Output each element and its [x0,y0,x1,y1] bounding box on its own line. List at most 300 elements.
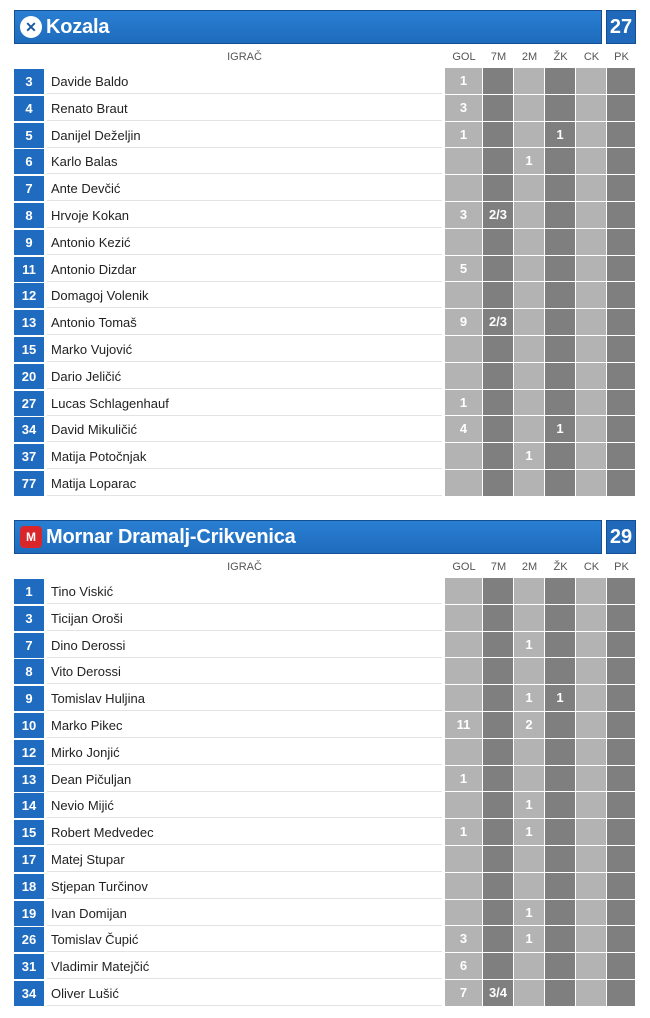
stat-gol: 7 [445,980,483,1007]
player-row [14,470,636,497]
stat-m2 [514,390,545,417]
stat-pk [607,632,636,659]
stat-zk [545,175,576,202]
stat-m7: 2/3 [483,309,514,336]
player-number: 10 [14,713,44,738]
column-header-zk[interactable]: ŽK [553,51,568,63]
stat-pk [607,68,636,95]
stat-gol: 1 [445,819,483,846]
stat-ck [576,819,607,846]
stat-ck [576,578,607,605]
player-number: 9 [14,230,44,255]
stat-zk [545,229,576,256]
player-name[interactable]: Oliver Lušić [47,981,442,1006]
player-name[interactable]: Vito Derossi [47,659,442,684]
player-row [14,416,636,443]
stat-ck [576,363,607,390]
column-header-m2[interactable]: 2M [521,51,538,63]
stat-gol: 3 [445,202,483,229]
team-header [14,520,636,554]
stat-m2 [514,363,545,390]
stat-pk [607,256,636,283]
stat-gol [445,470,483,497]
stat-zk: 1 [545,416,576,443]
player-row [14,390,636,417]
stat-zk [545,605,576,632]
column-headers [14,46,636,68]
player-row [14,926,636,953]
player-name[interactable]: Karlo Balas [47,149,442,174]
player-number: 5 [14,123,44,148]
stat-zk [545,443,576,470]
stat-ck [576,873,607,900]
player-row [14,980,636,1007]
stat-pk [607,122,636,149]
stat-zk [545,390,576,417]
player-number: 13 [14,767,44,792]
player-number: 1 [14,579,44,604]
stat-zk: 1 [545,122,576,149]
stat-pk [607,900,636,927]
stat-zk [545,846,576,873]
stat-m7 [483,175,514,202]
player-number: 14 [14,793,44,818]
player-row [14,605,636,632]
player-row [14,122,636,149]
player-row [14,792,636,819]
stat-m2: 1 [514,819,545,846]
stat-ck [576,846,607,873]
stat-m2 [514,873,545,900]
stat-pk [607,416,636,443]
stat-m2 [514,256,545,283]
stat-pk [607,766,636,793]
stat-m7 [483,256,514,283]
player-row [14,256,636,283]
column-headers [14,556,636,578]
stat-gol [445,605,483,632]
player-row [14,175,636,202]
player-number: 17 [14,847,44,872]
stat-m7 [483,122,514,149]
player-number: 77 [14,471,44,496]
stat-m2 [514,739,545,766]
stat-gol: 1 [445,390,483,417]
stat-pk [607,873,636,900]
player-number: 11 [14,257,44,282]
stat-m7 [483,632,514,659]
player-row [14,578,636,605]
stat-pk [607,792,636,819]
player-name[interactable]: Matija Potočnjak [47,444,442,469]
column-header-pk[interactable]: PK [614,561,629,573]
stat-zk [545,658,576,685]
stat-zk [545,873,576,900]
player-name[interactable]: Dino Derossi [47,633,442,658]
player-row [14,953,636,980]
player-name[interactable]: Tomislav Čupić [47,927,442,952]
player-row [14,443,636,470]
player-name[interactable]: Antonio Dizdar [47,257,442,282]
stat-m2 [514,470,545,497]
player-name[interactable]: Nevio Mijić [47,793,442,818]
stat-gol [445,336,483,363]
stat-ck [576,900,607,927]
stat-m7 [483,148,514,175]
stat-ck [576,926,607,953]
player-name[interactable]: Renato Braut [47,96,442,121]
stat-zk [545,309,576,336]
player-row [14,282,636,309]
stat-ck [576,980,607,1007]
stat-m7 [483,416,514,443]
stat-m2: 2 [514,712,545,739]
stat-pk [607,578,636,605]
stat-zk [545,766,576,793]
player-name[interactable]: Matej Stupar [47,847,442,872]
stat-m2: 1 [514,443,545,470]
column-header-player[interactable]: IGRAČ [227,51,262,63]
column-header-pk[interactable]: PK [614,51,629,63]
stat-m7 [483,846,514,873]
player-row [14,900,636,927]
stat-m2 [514,122,545,149]
team-score: 27 [606,10,636,44]
stat-pk [607,282,636,309]
stat-pk [607,685,636,712]
stat-gol [445,846,483,873]
player-row [14,68,636,95]
stat-pk [607,336,636,363]
stat-ck [576,390,607,417]
stat-m7 [483,953,514,980]
stat-gol [445,578,483,605]
stat-m2 [514,846,545,873]
stat-ck [576,712,607,739]
stat-m2 [514,202,545,229]
player-row [14,739,636,766]
player-name[interactable]: Dean Pičuljan [47,767,442,792]
stat-ck [576,632,607,659]
player-number: 8 [14,659,44,684]
stat-zk [545,470,576,497]
stat-ck [576,605,607,632]
player-number: 8 [14,203,44,228]
stat-zk [545,95,576,122]
player-name[interactable]: Davide Baldo [47,69,442,94]
stat-m7 [483,685,514,712]
player-name[interactable]: Tino Viskić [47,579,442,604]
player-name[interactable]: Dario Jeličić [47,364,442,389]
player-number: 7 [14,633,44,658]
player-number: 13 [14,310,44,335]
player-row [14,148,636,175]
stat-m7 [483,605,514,632]
column-header-zk[interactable]: ŽK [553,561,568,573]
stat-pk [607,229,636,256]
stat-ck [576,256,607,283]
stat-m2: 1 [514,685,545,712]
stat-gol [445,443,483,470]
player-number: 31 [14,954,44,979]
player-number: 15 [14,820,44,845]
stat-pk [607,202,636,229]
stat-pk [607,605,636,632]
stat-ck [576,739,607,766]
player-name[interactable]: Domagoj Volenik [47,283,442,308]
stat-zk [545,578,576,605]
stat-m7 [483,792,514,819]
stat-gol [445,739,483,766]
stat-m7 [483,739,514,766]
player-number: 18 [14,874,44,899]
stat-ck [576,766,607,793]
stat-zk [545,739,576,766]
stat-gol: 1 [445,766,483,793]
player-row [14,846,636,873]
player-name[interactable]: Marko Vujović [47,337,442,362]
stat-ck [576,175,607,202]
stat-zk [545,336,576,363]
player-number: 6 [14,149,44,174]
stat-m7 [483,873,514,900]
stat-m2 [514,282,545,309]
team-name[interactable]: Kozala [46,16,110,38]
stat-zk [545,953,576,980]
stat-m7 [483,229,514,256]
stat-pk [607,390,636,417]
stat-ck [576,202,607,229]
team-logo-icon: M [20,526,42,548]
stat-zk [545,282,576,309]
player-number: 19 [14,901,44,926]
stat-ck [576,282,607,309]
stat-m7 [483,68,514,95]
stat-zk [545,632,576,659]
team-header [14,10,636,44]
stat-zk [545,712,576,739]
stat-gol [445,363,483,390]
stat-ck [576,309,607,336]
stat-zk: 1 [545,685,576,712]
team-table-away [14,520,636,1007]
stat-m2 [514,980,545,1007]
player-name[interactable]: Mirko Jonjić [47,740,442,765]
player-number: 20 [14,364,44,389]
stat-gol [445,175,483,202]
stat-gol: 3 [445,926,483,953]
stat-m2: 1 [514,900,545,927]
column-header-m2[interactable]: 2M [521,561,538,573]
stat-m2 [514,416,545,443]
stat-m7 [483,766,514,793]
stat-pk [607,658,636,685]
player-name[interactable]: Ivan Domijan [47,901,442,926]
player-name[interactable]: Vladimir Matejčić [47,954,442,979]
stat-gol [445,792,483,819]
column-header-player[interactable]: IGRAČ [227,561,262,573]
player-name[interactable]: Stjepan Turčinov [47,874,442,899]
stat-ck [576,416,607,443]
stat-zk [545,819,576,846]
stat-gol [445,685,483,712]
stat-m2 [514,175,545,202]
player-row [14,766,636,793]
stat-m7 [483,658,514,685]
player-row [14,632,636,659]
player-name[interactable]: Antonio Tomaš [47,310,442,335]
team-table-home [14,10,636,497]
player-number: 15 [14,337,44,362]
stat-m2 [514,766,545,793]
stat-m7 [483,390,514,417]
stat-gol [445,873,483,900]
stat-zk [545,792,576,819]
player-row [14,229,636,256]
player-row [14,712,636,739]
stat-gol: 6 [445,953,483,980]
player-number: 7 [14,176,44,201]
player-row [14,309,636,336]
stat-m2 [514,309,545,336]
stat-pk [607,309,636,336]
player-name[interactable]: Robert Medvedec [47,820,442,845]
player-row [14,819,636,846]
stat-pk [607,443,636,470]
stat-gol: 1 [445,68,483,95]
player-number: 12 [14,740,44,765]
stat-m7 [483,95,514,122]
stat-m2 [514,229,545,256]
column-header-gol[interactable]: GOL [452,51,476,63]
stat-pk [607,148,636,175]
stat-ck [576,229,607,256]
column-header-m7[interactable]: 7M [490,561,507,573]
stat-m7 [483,282,514,309]
stat-m7 [483,926,514,953]
stat-m7 [483,819,514,846]
stat-ck [576,122,607,149]
player-row [14,95,636,122]
stat-pk [607,739,636,766]
stat-m2: 1 [514,148,545,175]
stat-zk [545,363,576,390]
player-row [14,363,636,390]
player-name[interactable]: Lucas Schlagenhauf [47,391,442,416]
stat-ck [576,336,607,363]
stat-ck [576,68,607,95]
stat-gol [445,148,483,175]
player-name[interactable]: Tomislav Huljina [47,686,442,711]
team-score: 29 [606,520,636,554]
stat-gol [445,282,483,309]
stat-m7 [483,443,514,470]
stat-ck [576,443,607,470]
stat-m2: 1 [514,632,545,659]
stat-m7 [483,712,514,739]
stat-pk [607,363,636,390]
stat-gol [445,229,483,256]
stat-pk [607,980,636,1007]
stat-m2 [514,578,545,605]
stat-gol [445,632,483,659]
stat-pk [607,953,636,980]
stat-zk [545,980,576,1007]
stat-gol: 4 [445,416,483,443]
stat-m7 [483,578,514,605]
stat-gol: 1 [445,122,483,149]
team-name[interactable]: Mornar Dramalj-Crikvenica [46,526,296,548]
player-name[interactable]: Ticijan Oroši [47,606,442,631]
player-name[interactable]: Antonio Kezić [47,230,442,255]
stat-m2: 1 [514,792,545,819]
stat-zk [545,900,576,927]
player-row [14,202,636,229]
stat-zk [545,68,576,95]
stat-gol [445,658,483,685]
stat-m2: 1 [514,926,545,953]
stat-gol: 5 [445,256,483,283]
column-header-m7[interactable]: 7M [490,51,507,63]
stat-zk [545,148,576,175]
stat-pk [607,926,636,953]
stat-pk [607,712,636,739]
stat-m2 [514,68,545,95]
player-number: 3 [14,69,44,94]
stat-m7: 3/4 [483,980,514,1007]
stat-m2 [514,953,545,980]
stat-gol: 3 [445,95,483,122]
player-name[interactable]: Ante Devčić [47,176,442,201]
stat-zk [545,926,576,953]
stat-zk [545,202,576,229]
stat-m7 [483,363,514,390]
stat-m7 [483,900,514,927]
stat-m7 [483,470,514,497]
stat-ck [576,148,607,175]
team-logo-icon: ✕ [20,16,42,38]
stat-m2 [514,336,545,363]
stat-gol: 9 [445,309,483,336]
column-header-ck[interactable]: CK [583,51,600,63]
player-name[interactable]: Hrvoje Kokan [47,203,442,228]
player-number: 9 [14,686,44,711]
stat-m2 [514,658,545,685]
stat-m2 [514,605,545,632]
stat-pk [607,819,636,846]
player-row [14,685,636,712]
stat-m7: 2/3 [483,202,514,229]
player-name[interactable]: Danijel Deželjin [47,123,442,148]
player-name[interactable]: David Mikuličić [47,417,442,442]
player-name[interactable]: Matija Loparac [47,471,442,496]
player-number: 4 [14,96,44,121]
stat-ck [576,658,607,685]
stat-ck [576,953,607,980]
stat-ck [576,95,607,122]
stat-ck [576,792,607,819]
player-name[interactable]: Marko Pikec [47,713,442,738]
column-header-ck[interactable]: CK [583,561,600,573]
stat-gol: 11 [445,712,483,739]
player-number: 37 [14,444,44,469]
player-number: 3 [14,606,44,631]
player-number: 12 [14,283,44,308]
column-header-gol[interactable]: GOL [452,561,476,573]
stat-m2 [514,95,545,122]
stat-pk [607,846,636,873]
stat-ck [576,685,607,712]
